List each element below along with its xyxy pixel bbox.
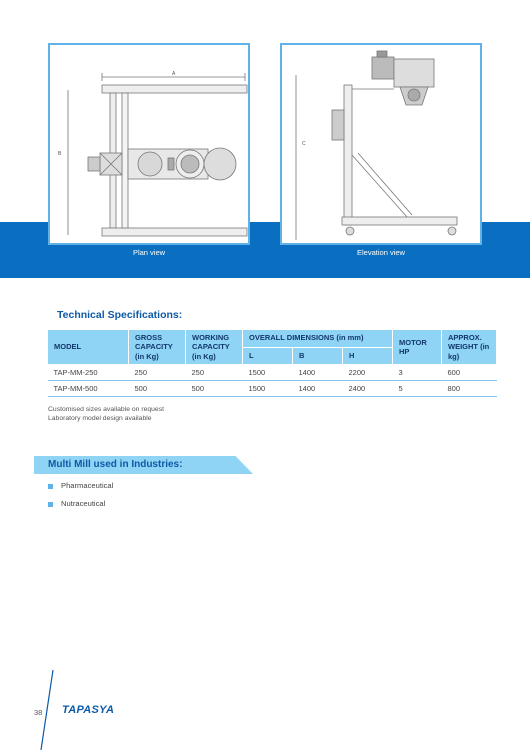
industry-label: Pharmaceutical <box>61 481 114 490</box>
cell-gross: 250 <box>129 365 186 381</box>
cell-h: 2400 <box>343 381 393 397</box>
table-row <box>48 365 497 381</box>
industries-title: Multi Mill used in Industries: <box>48 459 183 470</box>
square-bullet-icon <box>48 484 53 489</box>
dim-a-label: A <box>172 71 176 77</box>
footer-divider-line <box>40 670 54 750</box>
page-number: 38 <box>34 708 43 717</box>
spec-notes <box>48 405 164 423</box>
elevation-view-drawing <box>282 45 480 243</box>
cell-motor: 5 <box>393 381 442 397</box>
list-item <box>48 499 105 508</box>
header-b: B <box>293 347 343 365</box>
table-row <box>48 381 497 397</box>
company-logo: TAPASYA <box>62 704 115 716</box>
dim-c-label: C <box>302 141 306 147</box>
spec-title: Technical Specifications: <box>57 309 183 321</box>
note-lab-model: Laboratory model design available <box>48 415 152 423</box>
list-item <box>48 481 113 490</box>
plan-view-drawing <box>50 45 248 243</box>
cell-h: 2200 <box>343 365 393 381</box>
dim-b-label: B <box>58 151 62 157</box>
cell-b: 1400 <box>293 365 343 381</box>
cell-b: 1400 <box>293 381 343 397</box>
header-model: MODEL <box>48 330 129 365</box>
cell-working: 250 <box>186 365 243 381</box>
header-motor: MOTOR HP <box>393 330 442 365</box>
cell-weight: 800 <box>442 381 497 397</box>
square-bullet-icon <box>48 502 53 507</box>
plan-view-caption: Plan view <box>132 248 166 257</box>
header-weight: APPROX. WEIGHT (in kg) <box>442 330 497 365</box>
elevation-view-caption: Elevation view <box>357 248 405 257</box>
header-gross: GROSS CAPACITY (in Kg) <box>129 330 186 365</box>
cell-working: 500 <box>186 381 243 397</box>
header-overall: OVERALL DIMENSIONS (in mm) <box>243 330 393 348</box>
header-h: H <box>343 347 393 365</box>
cell-model: TAP-MM-500 <box>48 381 129 397</box>
cell-weight: 600 <box>442 365 497 381</box>
note-custom-sizes: Customised sizes available on request <box>48 406 164 413</box>
plan-view-figure <box>48 43 250 245</box>
cell-l: 1500 <box>243 381 293 397</box>
industry-label: Nutraceutical <box>61 499 106 508</box>
cell-motor: 3 <box>393 365 442 381</box>
spec-header-row <box>48 330 497 348</box>
header-working: WORKING CAPACITY (in Kg) <box>186 330 243 365</box>
header-l: L <box>243 347 293 365</box>
spec-table <box>47 329 497 397</box>
cell-gross: 500 <box>129 381 186 397</box>
cell-l: 1500 <box>243 365 293 381</box>
elevation-view-figure <box>280 43 482 245</box>
cell-model: TAP-MM-250 <box>48 365 129 381</box>
